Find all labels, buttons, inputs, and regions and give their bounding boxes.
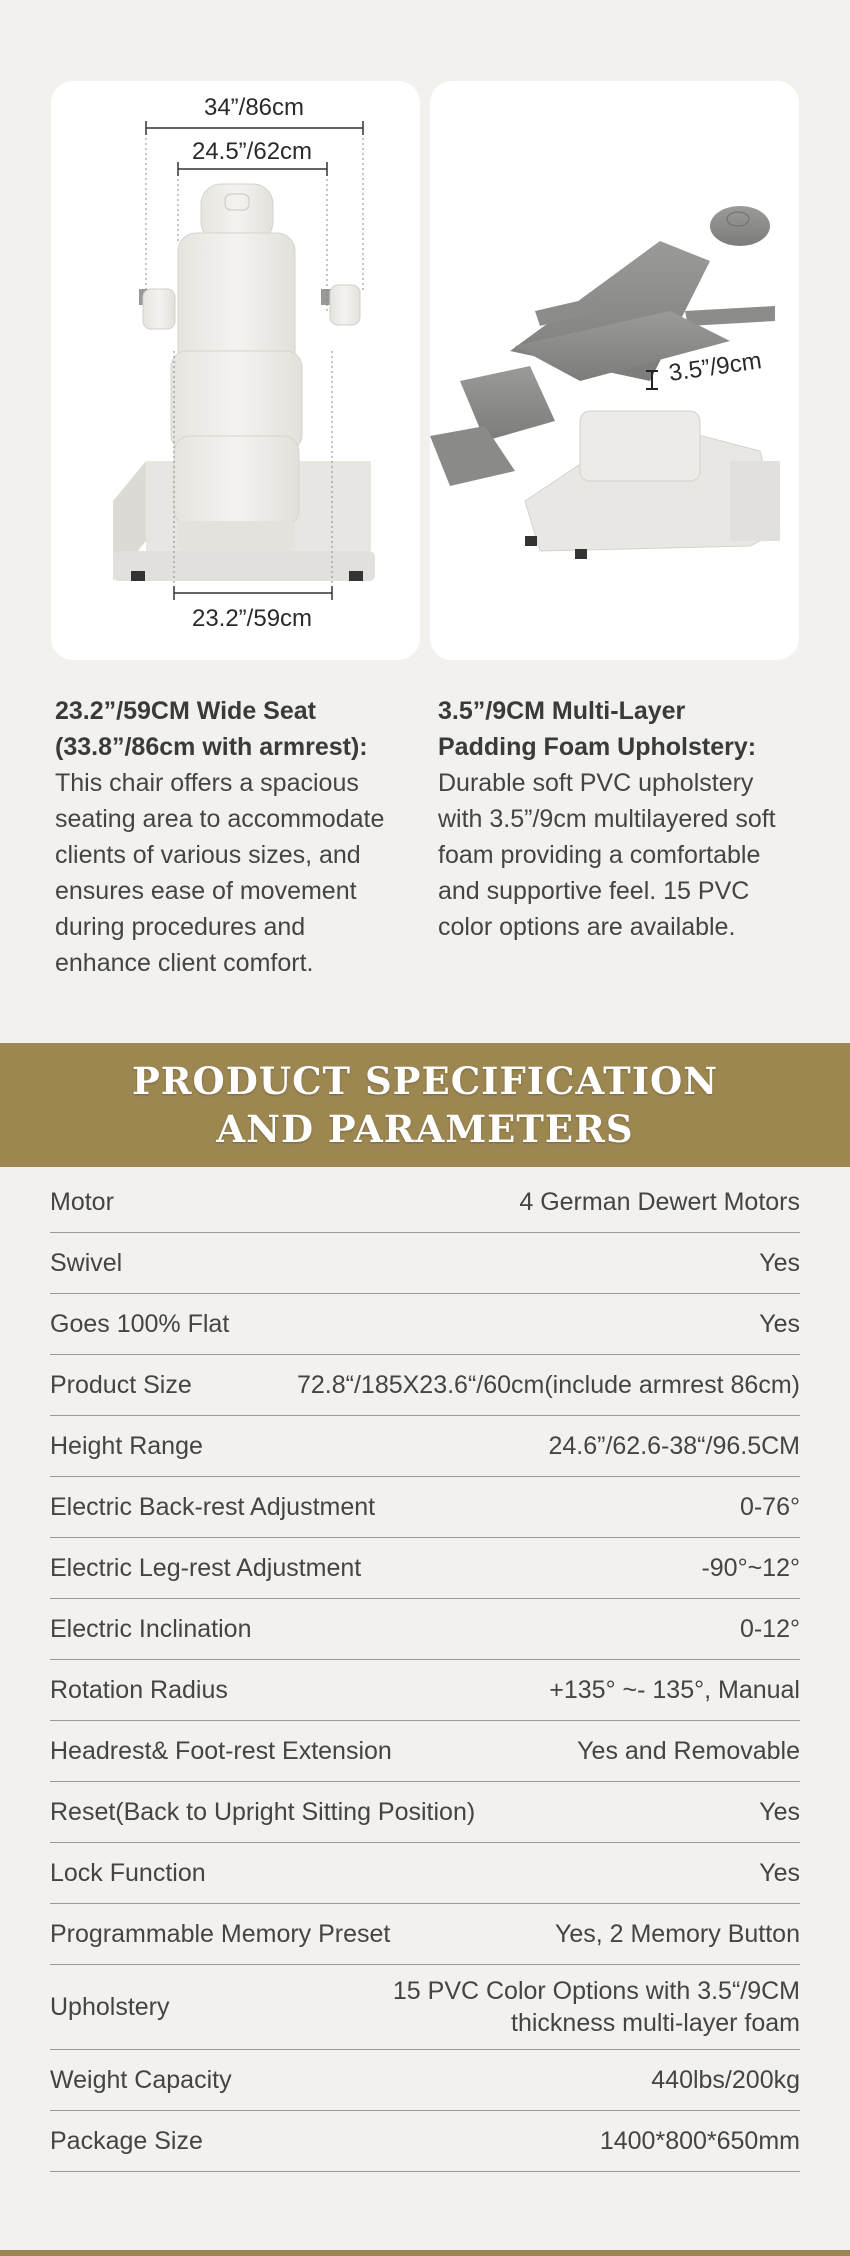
spec-value bbox=[549, 1674, 800, 1706]
spec-label: Goes 100% Flat bbox=[50, 1309, 230, 1338]
spec-row bbox=[50, 1477, 800, 1538]
spec-value bbox=[548, 1430, 800, 1462]
banner-title-line-2: AND PARAMETERS bbox=[216, 1107, 634, 1151]
spec-label: Rotation Radius bbox=[50, 1675, 228, 1704]
spec-row bbox=[50, 1843, 800, 1904]
spec-banner bbox=[0, 1043, 850, 1167]
spec-value-line: 24.6”/62.6-38“/96.5CM bbox=[548, 1432, 800, 1460]
chair-front-image-card bbox=[51, 81, 420, 660]
banner-title-line-1: PRODUCT SPECIFICATION bbox=[131, 1059, 719, 1103]
feature-body-line: enhance client comfort. bbox=[55, 949, 314, 977]
feature-body-line: color options are available. bbox=[438, 913, 736, 941]
spec-value bbox=[297, 1369, 800, 1401]
spec-row bbox=[50, 1172, 800, 1233]
spec-row bbox=[50, 1416, 800, 1477]
spec-label: Package Size bbox=[50, 2126, 203, 2155]
dim-padding-thickness: 3.5”/9cm bbox=[667, 347, 764, 387]
dim-seat-width: 23.2”/59cm bbox=[191, 605, 313, 632]
spec-row bbox=[50, 1538, 800, 1599]
spec-value-line: Yes bbox=[759, 1798, 800, 1826]
spec-value-line: Yes, 2 Memory Button bbox=[554, 1920, 800, 1948]
spec-value bbox=[519, 1186, 800, 1218]
spec-value-line: Yes bbox=[759, 1310, 800, 1338]
spec-label: Headrest& Foot-rest Extension bbox=[50, 1736, 392, 1765]
spec-value bbox=[555, 1918, 800, 1950]
spec-row bbox=[50, 1294, 800, 1355]
feature-body-line: foam providing a comfortable bbox=[438, 841, 761, 869]
spec-label: Upholstery bbox=[50, 1992, 170, 2021]
feature-body-line: and supportive feel. 15 PVC bbox=[438, 877, 750, 905]
spec-value-line: Yes and Removable bbox=[577, 1737, 800, 1765]
spec-label: Lock Function bbox=[50, 1858, 206, 1887]
feature-padding-foam bbox=[438, 693, 808, 945]
dim-overall-width: 34”/86cm bbox=[203, 94, 305, 121]
spec-value-line: thickness multi-layer foam bbox=[511, 2009, 800, 2037]
spec-value bbox=[701, 1552, 800, 1584]
spec-value bbox=[651, 2064, 800, 2096]
spec-label: Reset(Back to Upright Sitting Position) bbox=[50, 1797, 476, 1826]
spec-value bbox=[740, 1491, 800, 1523]
feature-body-line: during procedures and bbox=[55, 913, 306, 941]
feature-title-line: (33.8”/86cm with armrest): bbox=[55, 733, 368, 761]
spec-label: Height Range bbox=[50, 1431, 203, 1460]
chair-side-illustration bbox=[430, 81, 799, 660]
spec-value-line: 0-76° bbox=[739, 1493, 800, 1521]
spec-value-line: Yes bbox=[759, 1249, 800, 1277]
feature-wide-seat bbox=[55, 693, 425, 981]
feature-body-line: This chair offers a spacious bbox=[55, 769, 359, 797]
chair-front-illustration bbox=[51, 81, 420, 660]
spec-label: Electric Leg-rest Adjustment bbox=[50, 1553, 362, 1582]
spec-value-line: 15 PVC Color Options with 3.5“/9CM bbox=[392, 1977, 800, 2005]
feature-title-line: 23.2”/59CM Wide Seat bbox=[55, 697, 316, 725]
feature-title-line: 3.5”/9CM Multi-Layer bbox=[438, 697, 686, 725]
spec-value-line: 1400*800*650mm bbox=[599, 2127, 800, 2155]
feature-body-line: Durable soft PVC upholstery bbox=[438, 769, 754, 797]
spec-value bbox=[577, 1735, 800, 1767]
spec-row bbox=[50, 1233, 800, 1294]
spec-value bbox=[759, 1796, 800, 1828]
spec-row bbox=[50, 2050, 800, 2111]
spec-row bbox=[50, 1721, 800, 1782]
spec-value bbox=[600, 2125, 800, 2157]
bottom-accent-bar bbox=[0, 2250, 850, 2256]
spec-row bbox=[50, 2111, 800, 2172]
spec-row bbox=[50, 1599, 800, 1660]
spec-label: Electric Back-rest Adjustment bbox=[50, 1492, 376, 1521]
spec-value-line: Yes bbox=[759, 1859, 800, 1887]
chair-side-image-card bbox=[430, 81, 799, 660]
spec-value-line: 72.8“/185X23.6“/60cm(include armrest 86cm) bbox=[296, 1371, 800, 1399]
feature-body-line: seating area to accommodate bbox=[55, 805, 385, 833]
feature-body-line: ensures ease of movement bbox=[55, 877, 357, 905]
spec-value-line: -90°~12° bbox=[701, 1554, 800, 1582]
spec-row bbox=[50, 1904, 800, 1965]
spec-row bbox=[50, 1965, 800, 2050]
feature-title-line: Padding Foam Upholstery: bbox=[438, 733, 757, 761]
spec-value-line: 4 German Dewert Motors bbox=[519, 1188, 800, 1216]
feature-body bbox=[55, 765, 425, 981]
spec-label: Electric Inclination bbox=[50, 1614, 252, 1643]
spec-value bbox=[759, 1308, 800, 1340]
spec-label: Motor bbox=[50, 1187, 114, 1216]
feature-body-line: clients of various sizes, and bbox=[55, 841, 361, 869]
feature-body bbox=[438, 765, 808, 945]
feature-title bbox=[55, 693, 425, 765]
spec-label: Swivel bbox=[50, 1248, 123, 1277]
spec-row bbox=[50, 1660, 800, 1721]
spec-value-line: +135° ~- 135°, Manual bbox=[549, 1676, 800, 1704]
spec-value bbox=[759, 1247, 800, 1279]
spec-value-line: 440lbs/200kg bbox=[651, 2066, 800, 2094]
dim-back-width: 24.5”/62cm bbox=[191, 138, 313, 165]
spec-table bbox=[50, 1172, 800, 2172]
spec-value-line: 0-12° bbox=[739, 1615, 800, 1643]
spec-row bbox=[50, 1782, 800, 1843]
spec-label: Product Size bbox=[50, 1370, 192, 1399]
feature-title bbox=[438, 693, 808, 765]
spec-row bbox=[50, 1355, 800, 1416]
spec-label: Programmable Memory Preset bbox=[50, 1919, 391, 1948]
spec-value bbox=[740, 1613, 800, 1645]
spec-value bbox=[759, 1857, 800, 1889]
feature-body-line: with 3.5”/9cm multilayered soft bbox=[438, 805, 776, 833]
spec-value bbox=[393, 1975, 800, 2039]
spec-label: Weight Capacity bbox=[50, 2065, 232, 2094]
